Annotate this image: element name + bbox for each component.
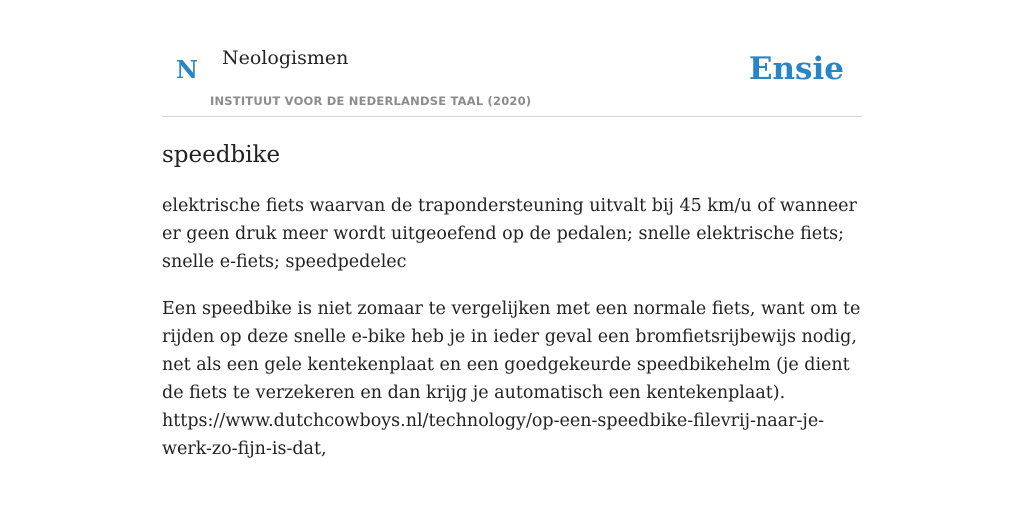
entry-card: [162, 0, 862, 512]
source-publisher: INSTITUUT VOOR DE NEDERLANDSE TAAL (2020): [210, 94, 532, 108]
definition-text: elektrische fiets waarvan de trapondersteuning uitvalt bij 45 km/u of wanneer er geen druk meer wordt uitgeoefend op de pedalen; snelle elektrische fiets; snelle e-fiets; speedpedelec: [162, 196, 857, 272]
headword: speedbike: [162, 142, 281, 168]
source-title[interactable]: Neologismen: [222, 47, 349, 69]
ensie-logo[interactable]: Ensie: [748, 51, 844, 87]
example-block: [162, 295, 862, 463]
entry-header: [162, 0, 862, 117]
example-text: Een speedbike is niet zomaar te vergelijken met een normale fiets, want om te rijden op deze snelle e-bike heb je in ieder geval een bromfietsrijbewijs nodig, net als een gele kentekenplaat en een goedgekeurde speedbikehelm (je dient de fiets te verzekeren en dan krijg je automatisch een kentekenplaat).: [162, 299, 861, 403]
example-source-link[interactable]: https://www.dutchcowboys.nl/technology/op-een-speedbike-filevrij-naar-je-werk-zo-fijn-is-dat,: [162, 411, 825, 459]
source-logo: N: [176, 55, 198, 84]
